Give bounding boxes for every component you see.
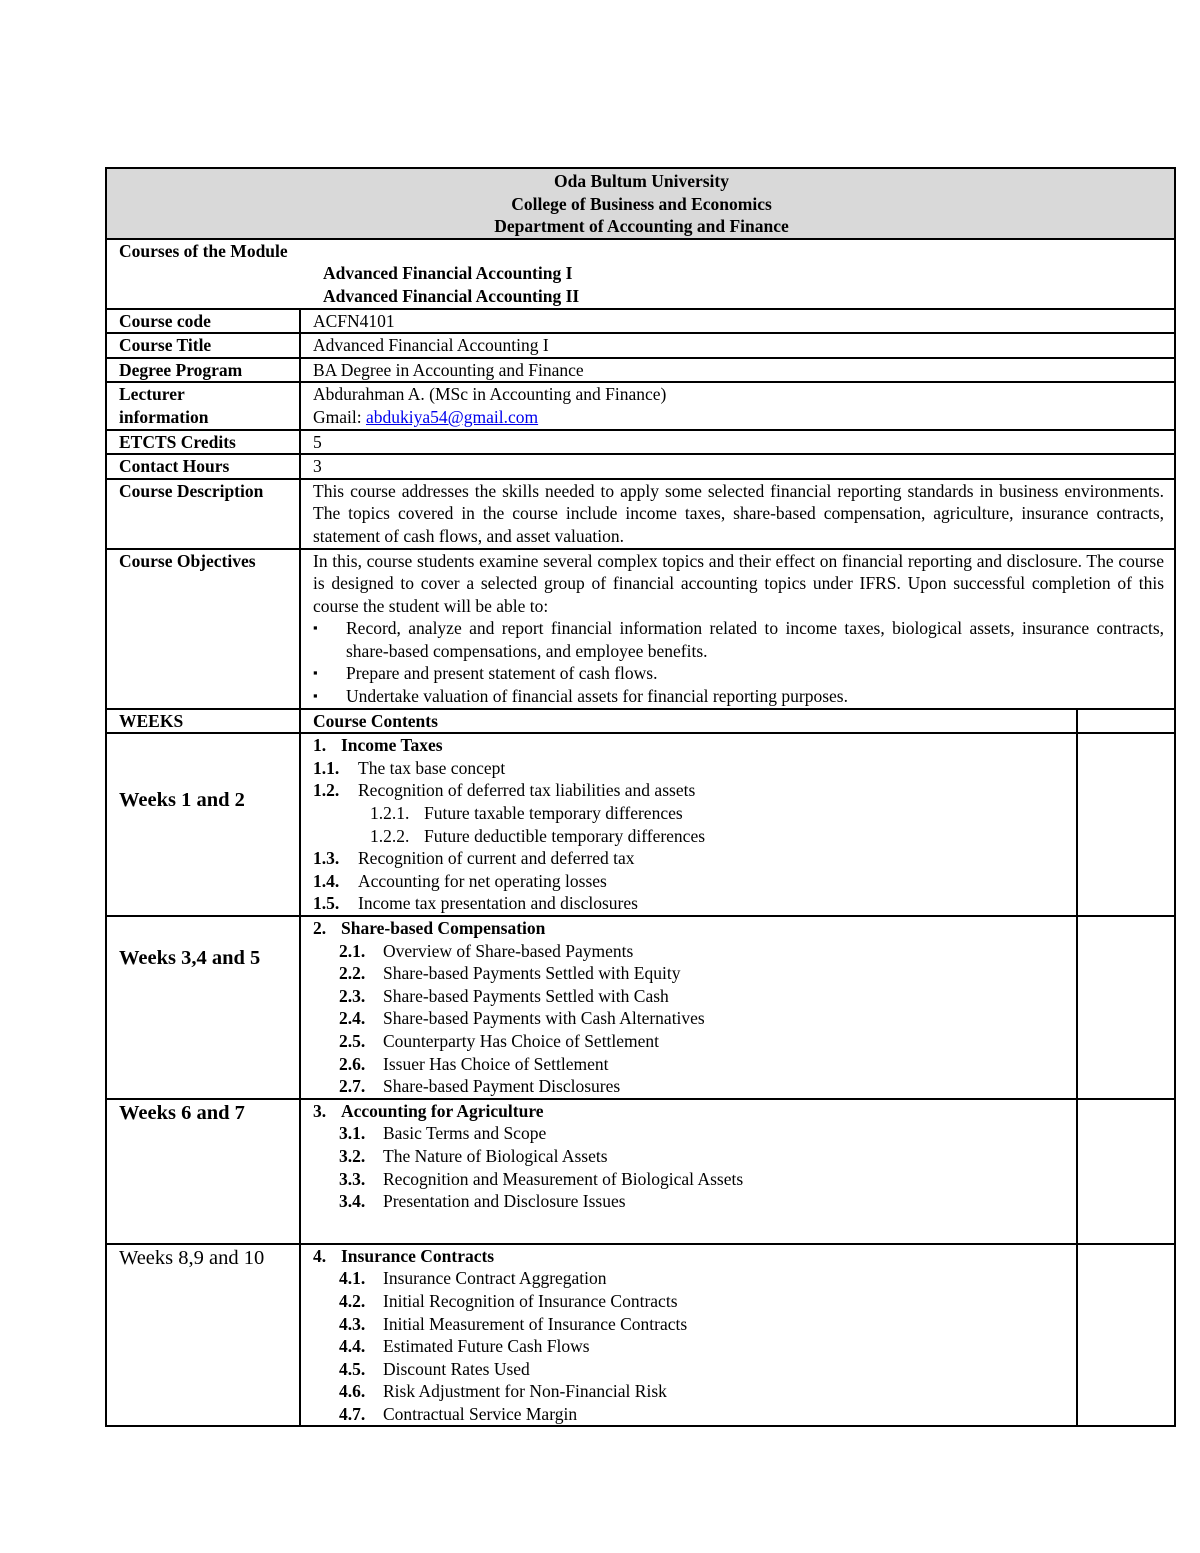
course-title-label: Course Title [106, 333, 300, 358]
description-label: Course Description [106, 479, 300, 549]
list-item: 4.2. Initial Recognition of Insurance Contracts [339, 1290, 678, 1311]
lecturer-row [106, 382, 1175, 429]
schedule-row-week-6 [106, 1099, 1175, 1244]
course-title-value: Advanced Financial Accounting I [300, 333, 1175, 358]
week-label: Weeks 8,9 and 10 [106, 1244, 300, 1427]
list-item: 1.5. Income tax presentation and disclosures [313, 893, 638, 914]
institution-header [106, 168, 1175, 239]
module-row [106, 239, 1175, 309]
lecturer-email-link[interactable]: abdukiya54@gmail.com [365, 406, 539, 427]
section-title: 1. Income Taxes [313, 735, 443, 756]
college-name: College of Business and Economics [511, 193, 772, 214]
bullet-icon: ▪ [313, 688, 318, 704]
list-item: 1.2.2. Future deductible temporary differences [370, 825, 706, 846]
credits-label: ETCTS Credits [106, 430, 300, 455]
extra-column-cell [1077, 1244, 1175, 1427]
module-cell [106, 239, 1175, 309]
university-name: Oda Bultum University [553, 171, 730, 191]
list-item: 4.6. Risk Adjustment for Non-Financial Risk [339, 1381, 667, 1402]
list-item: 2.5. Counterparty Has Choice of Settlement [339, 1030, 660, 1051]
list-item: 4.1. Insurance Contract Aggregation [339, 1268, 607, 1289]
list-item: 1.4. Accounting for net operating losses [313, 870, 607, 891]
bullet-icon: ▪ [313, 620, 318, 636]
objective-item: ▪ Prepare and present statement of cash flows. [313, 663, 658, 684]
section-title: 2. Share-based Compensation [313, 918, 546, 938]
contents-header: Course Contents [300, 709, 1077, 734]
objectives-intro: In this, course students examine several complex topics and their effect on financial reporting and disclosure. The course is designed to cover a selected group of financial accounting topics under IFRS. Upon successful completion of this course the student will be able to: [313, 550, 1165, 616]
list-item: 2.6. Issuer Has Choice of Settlement [339, 1053, 609, 1074]
extra-column-header [1077, 709, 1175, 734]
empty-space [313, 1213, 1066, 1243]
course-syllabus-table [105, 167, 1176, 1427]
list-item: 4.4. Estimated Future Cash Flows [339, 1336, 590, 1357]
course-code-label: Course code [106, 309, 300, 334]
module-label: Courses of the Module [119, 240, 288, 261]
week-contents [300, 916, 1077, 1099]
course-code-value: ACFN4101 [300, 309, 1175, 334]
list-item: 3.2. The Nature of Biological Assets [339, 1145, 608, 1166]
list-item: 1.3. Recognition of current and deferred tax [313, 848, 635, 869]
weeks-header: WEEKS [106, 709, 300, 734]
schedule-row-week-1 [106, 733, 1175, 916]
objective-item: ▪ Undertake valuation of financial assets for financial reporting purposes. [313, 686, 848, 707]
list-item: 1.2.1. Future taxable temporary differences [370, 803, 683, 824]
list-item: 2.7. Share-based Payment Disclosures [339, 1076, 621, 1097]
week-label: Weeks 6 and 7 [106, 1099, 300, 1244]
list-item: 3.1. Basic Terms and Scope [339, 1123, 547, 1144]
description-text: This course addresses the skills needed to apply some selected financial reporting standards in business environments. The topics covered in the course include income taxes, share-based compensation, agriculture, insurance contracts, statement of cash flows, and asset valuation. [300, 479, 1175, 549]
list-item: 2.1. Overview of Share-based Payments [339, 940, 634, 961]
course-title-row [106, 333, 1175, 358]
list-item: 2.2. Share-based Payments Settled with Equity [339, 963, 681, 984]
list-item: 4.7. Contractual Service Margin [339, 1403, 578, 1424]
credits-value: 5 [300, 430, 1175, 455]
list-item: 2.3. Share-based Payments Settled with Cash [339, 985, 669, 1006]
lecturer-label [106, 382, 300, 429]
lecturer-value [300, 382, 1175, 429]
course-code-row [106, 309, 1175, 334]
extra-column-cell [1077, 1099, 1175, 1244]
degree-label: Degree Program [106, 358, 300, 383]
degree-value: BA Degree in Accounting and Finance [300, 358, 1175, 383]
objective-item: ▪ Record, analyze and report financial information related to income taxes, biological assets, insurance contracts, share-based compensations, and employee benefits. [313, 618, 1165, 661]
lecturer-email-line [313, 406, 1164, 429]
header-row [106, 168, 1175, 239]
list-item: 4.3. Initial Measurement of Insurance Contracts [339, 1313, 688, 1334]
lecturer-label-line-1: Lecturer [119, 384, 185, 405]
section-title: 3. Accounting for Agriculture [313, 1100, 544, 1121]
objectives-row [106, 549, 1175, 709]
description-row [106, 479, 1175, 549]
lecturer-label-line-2: information [119, 406, 209, 427]
degree-row [106, 358, 1175, 383]
bullet-icon: ▪ [313, 665, 318, 681]
list-item: 4.5. Discount Rates Used [339, 1358, 530, 1379]
module-course-1: Advanced Financial Accounting I [323, 263, 573, 284]
week-label: Weeks 3,4 and 5 [106, 916, 300, 1099]
list-item: 3.4. Presentation and Disclosure Issues [339, 1191, 626, 1212]
list-item: 2.4. Share-based Payments with Cash Alternatives [339, 1008, 705, 1029]
contact-hours-value: 3 [300, 454, 1175, 479]
week-label: Weeks 1 and 2 [106, 733, 300, 916]
objectives-cell [300, 549, 1175, 709]
objectives-label: Course Objectives [106, 549, 300, 709]
schedule-header-row [106, 709, 1175, 734]
schedule-row-week-3 [106, 916, 1175, 1099]
contact-hours-row [106, 454, 1175, 479]
lecturer-name: Abdurahman A. (MSc in Accounting and Finance) [313, 384, 667, 405]
department-name: Department of Accounting and Finance [494, 216, 789, 237]
list-item: 1.1. The tax base concept [313, 757, 506, 778]
contact-hours-label: Contact Hours [106, 454, 300, 479]
week-contents [300, 733, 1077, 916]
credits-row [106, 430, 1175, 455]
extra-column-cell [1077, 733, 1175, 916]
week-contents [300, 1244, 1077, 1427]
list-item: 1.2. Recognition of deferred tax liabilities and assets [313, 780, 696, 801]
week-contents [300, 1099, 1077, 1244]
list-item: 3.3. Recognition and Measurement of Biological Assets [339, 1168, 744, 1189]
module-course-2: Advanced Financial Accounting II [323, 285, 580, 306]
objectives-list [313, 617, 1164, 707]
gmail-label: Gmail: [313, 406, 366, 427]
schedule-row-week-8 [106, 1244, 1175, 1427]
extra-column-cell [1077, 916, 1175, 1099]
section-title: 4. Insurance Contracts [313, 1245, 495, 1266]
